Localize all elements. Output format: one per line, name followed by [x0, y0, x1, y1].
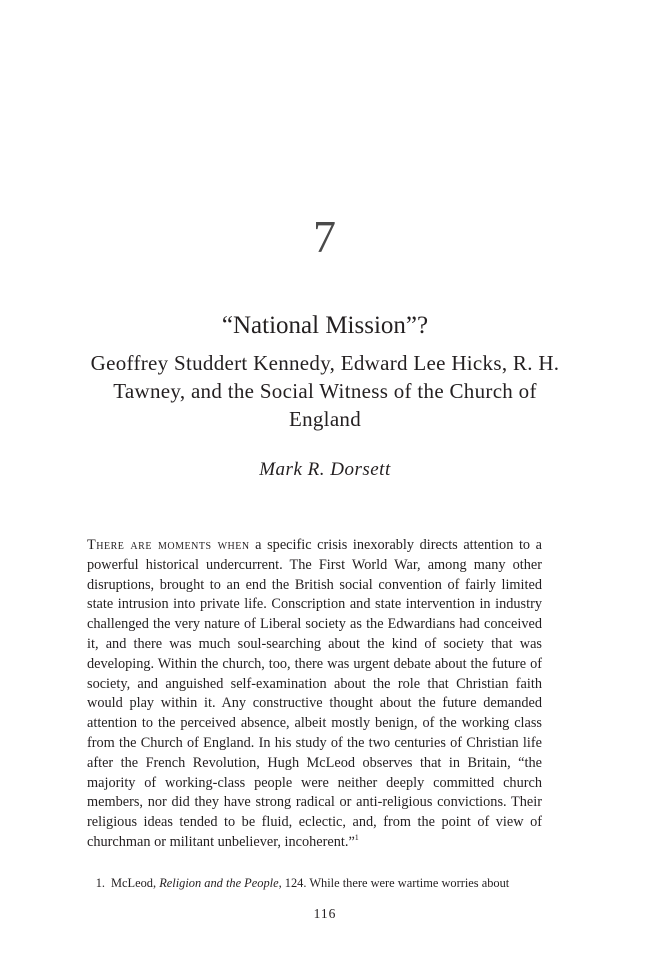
footnote-number: 1. — [95, 876, 105, 890]
chapter-subtitle: Geoffrey Studdert Kennedy, Edward Lee Hicks, R. H. Tawney, and the Social Witness of the Church of England — [90, 351, 560, 431]
footnote-text: , 124. While there were wartime worries about — [278, 876, 510, 890]
opening-smallcaps: There are moments when — [87, 537, 250, 553]
footnote — [87, 875, 542, 892]
footnote-author: McLeod, — [111, 876, 157, 890]
page-number: 116 — [313, 906, 337, 921]
chapter-number: 7 — [313, 211, 337, 262]
body-paragraph — [87, 536, 542, 853]
chapter-title: “National Mission”? — [221, 312, 429, 339]
body-text: a specific crisis inexorably directs attention to a powerful historical undercurrent. The First World War, among many other disruptions, brought to an end the British social convention of fairly limited state intrusion into private life. Conscription and state intervention in industry challenged the very nature of Liberal society as the Edwardians had conceived it, and there was much soul-searching about the kind of society that was developing. Within the church, too, there was urgent debate about the future of society, and anguished self-examination about the role that Christian faith would play within it. Any constructive thought about the future demanded attention to the perceived absence, albeit mostly benign, of the working class from the Church of England. In his study of the two centuries of Christian life after the French Revolution, Hugh McLeod observes that in Britain, “the majority of working-class people were neither deeply committed church members, nor did they have strong radical or anti-religious convictions. Their religious ideas tended to be fluid, eclectic, and, from the point of view of churchman or militant unbeliever, incoherent.” — [87, 537, 542, 850]
footnote-work-title: Religion and the People — [159, 876, 279, 890]
footnote-reference[interactable]: 1 — [354, 833, 359, 843]
author-name: Mark R. Dorsett — [259, 459, 391, 480]
